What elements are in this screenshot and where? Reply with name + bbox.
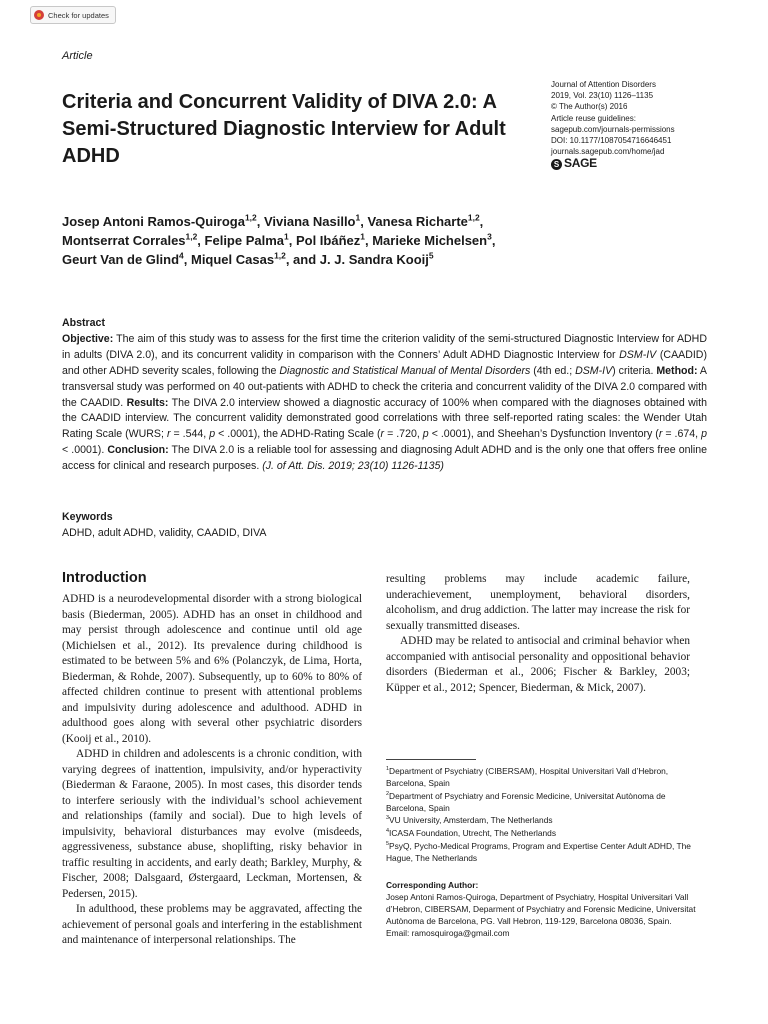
method-label: Method:	[656, 364, 698, 377]
objective-label: Objective:	[62, 332, 114, 345]
abstract-citation: (J. of Att. Dis. 2019; 23(10) 1126-1135)	[262, 460, 444, 473]
author-name-text: Montserrat Corrales	[62, 233, 186, 248]
body-paragraph: resulting problems may include academic failure, underachievement, unemployment, behavioral disorders, alcoholism, and drug addiction. The latter may increase the risk for sexually transmitted diseases.	[386, 573, 690, 632]
author-separator: ,	[197, 233, 201, 248]
sage-logo-icon: S	[551, 159, 562, 170]
author-separator: ,	[183, 252, 188, 267]
author-name-text: J. J. Sandra Kooij	[319, 252, 429, 267]
objective-emphasis: DSM-IV	[619, 348, 657, 361]
author-name-text: Geurt Van de Glind	[62, 252, 180, 267]
objective-emphasis: Diagnostic and Statistical Manual of Mental Disorders	[279, 364, 531, 377]
affiliation-number: 1	[386, 766, 390, 773]
journal-copyright: © The Author(s) 2016	[551, 102, 628, 112]
journal-reuse-label: Article reuse guidelines:	[551, 113, 636, 123]
journal-doi[interactable]: DOI: 10.1177/1087054716646451	[551, 136, 672, 146]
results-stat: p	[701, 428, 707, 441]
author-name-text: Viviana Nasillo	[263, 214, 356, 229]
results-stat: r	[658, 428, 663, 441]
results-text: = .720,	[384, 428, 423, 441]
affiliation-text: ICASA Foundation, Utrecht, The Netherlands	[389, 827, 557, 838]
conclusion-label: Conclusion:	[107, 444, 169, 457]
introduction-right-column	[386, 572, 690, 696]
objective-text: (CAADID) and other ADHD severity scales, following the	[62, 348, 707, 377]
affiliation-item	[386, 790, 706, 814]
author-affiliation-mark: 1,2	[185, 231, 198, 242]
results-stat: r	[380, 428, 385, 441]
results-text: = .674,	[662, 428, 702, 441]
abstract-heading: Abstract	[62, 317, 105, 329]
check-for-updates-label: Check for updates	[48, 10, 109, 20]
results-text: = .544,	[170, 428, 210, 441]
results-text: < .0001), and Sheehan’s Dysfunction Inventory (	[428, 428, 659, 441]
affiliations-list	[386, 765, 706, 864]
author-separator: ,	[491, 233, 496, 248]
keywords-list: ADHD, adult ADHD, validity, CAADID, DIVA	[62, 526, 267, 539]
abstract	[62, 316, 707, 475]
author-separator: ,	[479, 214, 484, 229]
author-list	[62, 212, 702, 269]
author-name-text: Miquel Casas	[190, 252, 275, 267]
method-text: A transversal study was performed on 40 out-patients with ADHD to check the criteria and concurrent validity of the DIVA 2.0 compared with the CAADID.	[62, 364, 707, 409]
corresponding-heading: Corresponding Author:	[386, 880, 479, 890]
objective-text: ) criteria.	[612, 364, 657, 377]
author-name-text: Pol Ibáñez	[295, 233, 361, 248]
affiliation-text: Department of Psychiatry and Forensic Medicine, Universitat Autònoma de Barcelona, Spain	[386, 790, 666, 813]
author-separator: , and	[285, 252, 317, 267]
affiliation-item	[386, 840, 706, 864]
affiliation-item	[386, 765, 706, 789]
author-affiliation-mark: 1	[360, 231, 365, 242]
author-separator: ,	[288, 233, 293, 248]
crossmark-icon	[34, 10, 44, 20]
affiliation-number: 5	[386, 840, 390, 847]
body-paragraph: ADHD may be related to antisocial and criminal behavior when accompanied with antisocial personality and oppositional behavior disorders (Biederman et al., 2006; Fischer & Barkley, 2003; Küpper et al., 2012; Spencer, Biederman, & Mick, 2007).	[386, 635, 690, 694]
conclusion-text: The DIVA 2.0 is a reliable tool for assessing and diagnosing Adult ADHD and is the only one that offers free online access for clinical and research purposes.	[62, 444, 707, 473]
author-affiliation-mark: 1	[355, 212, 361, 223]
results-stat: r	[166, 428, 171, 441]
check-for-updates-button[interactable]	[30, 6, 116, 24]
article-title: Criteria and Concurrent Validity of DIVA 2.0: A Semi-Structured Diagnostic Interview for Adult ADHD	[62, 91, 506, 167]
author-affiliation-mark: 1,2	[467, 212, 480, 223]
author-affiliation-mark: 1	[284, 231, 289, 242]
results-label: Results:	[126, 396, 169, 409]
author-name	[296, 233, 369, 248]
affiliation-text: VU University, Amsterdam, The Netherlands	[389, 815, 553, 826]
footnote-divider	[386, 759, 476, 760]
journal-info	[551, 79, 741, 170]
affiliation-number: 3	[386, 815, 390, 822]
author-name	[320, 252, 434, 267]
journal-name: Journal of Attention Disorders	[551, 80, 656, 89]
author-separator: ,	[364, 233, 369, 248]
affiliation-number: 2	[386, 790, 390, 797]
corresponding-author	[386, 879, 706, 939]
results-text: The DIVA 2.0 interview showed a diagnostic accuracy of 100% when compared with the diagnoses obtained with the CAADID interview. The concurrent validity demonstrated good correlations with three self-reported rating scales: the Wender Utah Rating Scale (WURS;	[62, 396, 707, 441]
author-name	[205, 233, 293, 248]
journal-issue: 2019, Vol. 23(10) 1126–1135	[551, 91, 654, 101]
author-name-text: Felipe Palma	[204, 233, 285, 248]
keywords-heading: Keywords	[62, 511, 113, 523]
affiliation-text: PsyQ, Pycho-Medical Programs, Program and Expertise Center Adult ADHD, The Hague, The Netherlands	[386, 840, 691, 863]
body-paragraph: ADHD in children and adolescents is a chronic condition, with varying degrees of inattention, impulsivity, and/or hyperactivity (Biederman & Faraone, 2005). In most cases, this disorder tends to interfere seriously with the individual’s school achievement and relationships (family and social). Due to high levels of impulsivity, behavioral disturbances may evolve (misdeeds, aggressiveness, substance abuse, shoplifting, risky behavior in traffic resulting in accidents, and early death; Barkley, Murphy, & Fischer, 2008; Dalsgaard, Østergaard, Leckman, Mortensen, & Pedersen, 2015).	[62, 748, 362, 900]
author-name-text: Josep Antoni Ramos-Quiroga	[62, 214, 245, 229]
author-name	[367, 214, 483, 229]
author-name	[62, 233, 201, 248]
author-affiliation-mark: 1,2	[244, 212, 257, 223]
author-affiliation-mark: 5	[428, 250, 434, 261]
author-name-text: Vanesa Richarte	[367, 214, 468, 229]
results-stat: p	[209, 428, 216, 441]
author-name	[191, 252, 316, 267]
abstract-body	[62, 332, 707, 475]
introduction-heading: Introduction	[62, 570, 147, 586]
author-name	[62, 214, 260, 229]
article-type-label: Article	[62, 50, 93, 62]
keywords	[62, 510, 266, 541]
author-separator: ,	[256, 214, 261, 229]
body-paragraph: ADHD is a neurodevelopmental disorder with a strong biological basis (Biederman, 2005). ADHD has an onset in childhood and may persist through adolescence and continue until old age (Michielsen et al., 2012). Its prevalence during childhood is estimated to be between 5% and 6% (Polanczyk, de Lima, Horta, Biederman, & Rohde, 2007). Subsequently, up to 60% to 80% of affected children continue to present with attentional problems and impulsivity during adolescence and adulthood. ADHD in adulthood goes along with several other psychiatric disorders (Kooij et al., 2010).	[62, 593, 362, 745]
affiliation-number: 4	[386, 828, 390, 835]
affiliation-item	[386, 814, 706, 826]
publisher-name: SAGE	[564, 156, 597, 171]
journal-permissions-link[interactable]: sagepub.com/journals-permissions	[551, 124, 675, 134]
author-affiliation-mark: 1,2	[274, 250, 286, 261]
affiliation-item	[386, 827, 706, 839]
journal-home-link[interactable]: journals.sagepub.com/home/jad	[551, 147, 665, 157]
author-separator: ,	[360, 214, 364, 229]
affiliation-text: Department of Psychiatry (CIBERSAM), Hospital Universitari Vall d’Hebron, Barcelona, Spain	[386, 766, 669, 789]
author-name	[62, 252, 187, 267]
author-name	[264, 214, 364, 229]
objective-emphasis: DSM-IV	[575, 364, 613, 377]
results-stat: p	[422, 428, 429, 441]
sage-logo	[551, 158, 741, 169]
corresponding-email[interactable]: Email: ramosquiroga@gmail.com	[386, 928, 510, 939]
author-name-text: Marieke Michelsen	[372, 233, 488, 248]
author-affiliation-mark: 4	[179, 250, 184, 261]
body-paragraph: In adulthood, these problems may be aggravated, affecting the achievement of personal goals and interfering in the establishment and maintenance of interpersonal relationships. The	[62, 903, 362, 946]
objective-text: (4th ed.;	[530, 364, 576, 377]
corresponding-address: Josep Antoni Ramos-Quiroga, Department of Psychiatry, Hospital Universitari Vall d’Hebron, CIBERSAM, Deparment of Psychiatry and Forensic Medicine, Universitat Autònoma de Barcelona, PG. Vall Hebron, 119-129, Barcelona 08036, Spain.	[386, 892, 696, 927]
author-affiliation-mark: 3	[487, 231, 492, 242]
introduction-left-column	[62, 568, 362, 949]
author-name	[372, 233, 495, 248]
objective-text: The aim of this study was to assess for the first time the criterion validity of the semi-structured Diagnostic Interview for ADHD in adults (DIVA 2.0), and its concurrent validity in comparison with the Conners’ Adult ADHD Diagnostic Interview for	[62, 332, 707, 361]
results-text: < .0001), the ADHD-Rating Scale (	[215, 428, 381, 441]
results-text: < .0001).	[62, 444, 108, 457]
